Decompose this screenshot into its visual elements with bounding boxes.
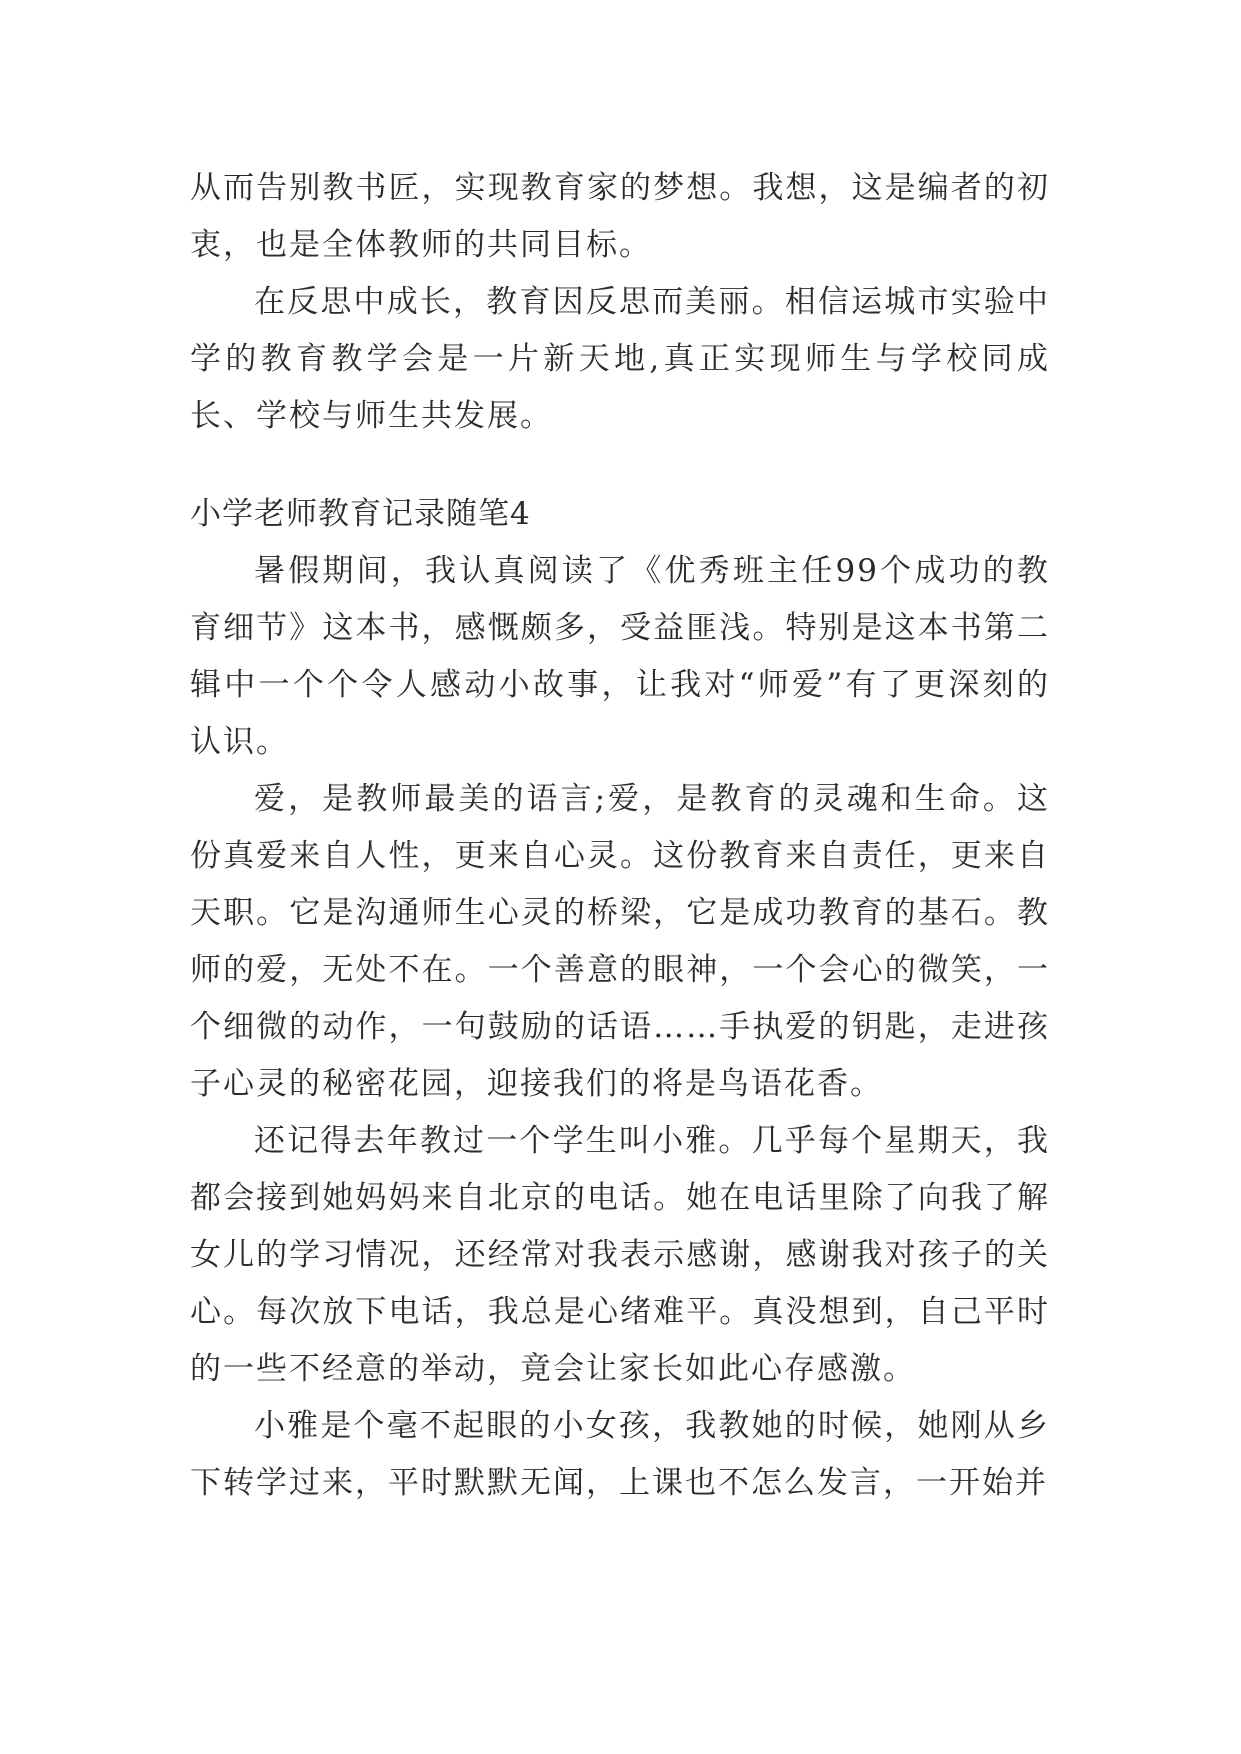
- document-page: [190, 160, 1050, 1512]
- paragraph-xiaoya-memory: 还记得去年教过一个学生叫小雅。几乎每个星期天，我都会接到她妈妈来自北京的电话。她在电话里除了向我了解女儿的学习情况，还经常对我表示感谢，感谢我对孩子的关心。每次放下电话，我总是心绪难平。真没想到，自己平时的一些不经意的举动，竟会让家长如此心存感激。: [190, 1123, 1050, 1387]
- paragraph-continuation: 从而告别教书匠，实现教育家的梦想。我想，这是编者的初衷，也是全体教师的共同目标。: [190, 170, 1050, 263]
- paragraph-xiaoya-description: 小雅是个毫不起眼的小女孩，我教她的时候，她刚从乡下转学过来，平时默默无闻，上课也不怎么发言，一开始并: [190, 1408, 1050, 1501]
- paragraph-teacher-love: 爱，是教师最美的语言;爱，是教育的灵魂和生命。这份真爱来自人性，更来自心灵。这份教育来自责任，更来自天职。它是沟通师生心灵的桥梁，它是成功教育的基石。教师的爱，无处不在。一个善意的眼神，一个会心的微笑，一个细微的动作，一句鼓励的话语……手执爱的钥匙，走进孩子心灵的秘密花园，迎接我们的将是鸟语花香。: [190, 781, 1050, 1102]
- section-title: 小学老师教育记录随笔4: [190, 496, 531, 532]
- paragraph-summer-reading: 暑假期间，我认真阅读了《优秀班主任99个成功的教育细节》这本书，感慨颇多，受益匪浅。特别是这本书第二辑中一个个令人感动小故事，让我对“师爱”有了更深刻的认识。: [190, 553, 1050, 760]
- paragraph-reflection: 在反思中成长，教育因反思而美丽。相信运城市实验中学的教育教学会是一片新天地,真正实现师生与学校同成长、学校与师生共发展。: [190, 284, 1050, 434]
- section-spacer: [190, 445, 1050, 486]
